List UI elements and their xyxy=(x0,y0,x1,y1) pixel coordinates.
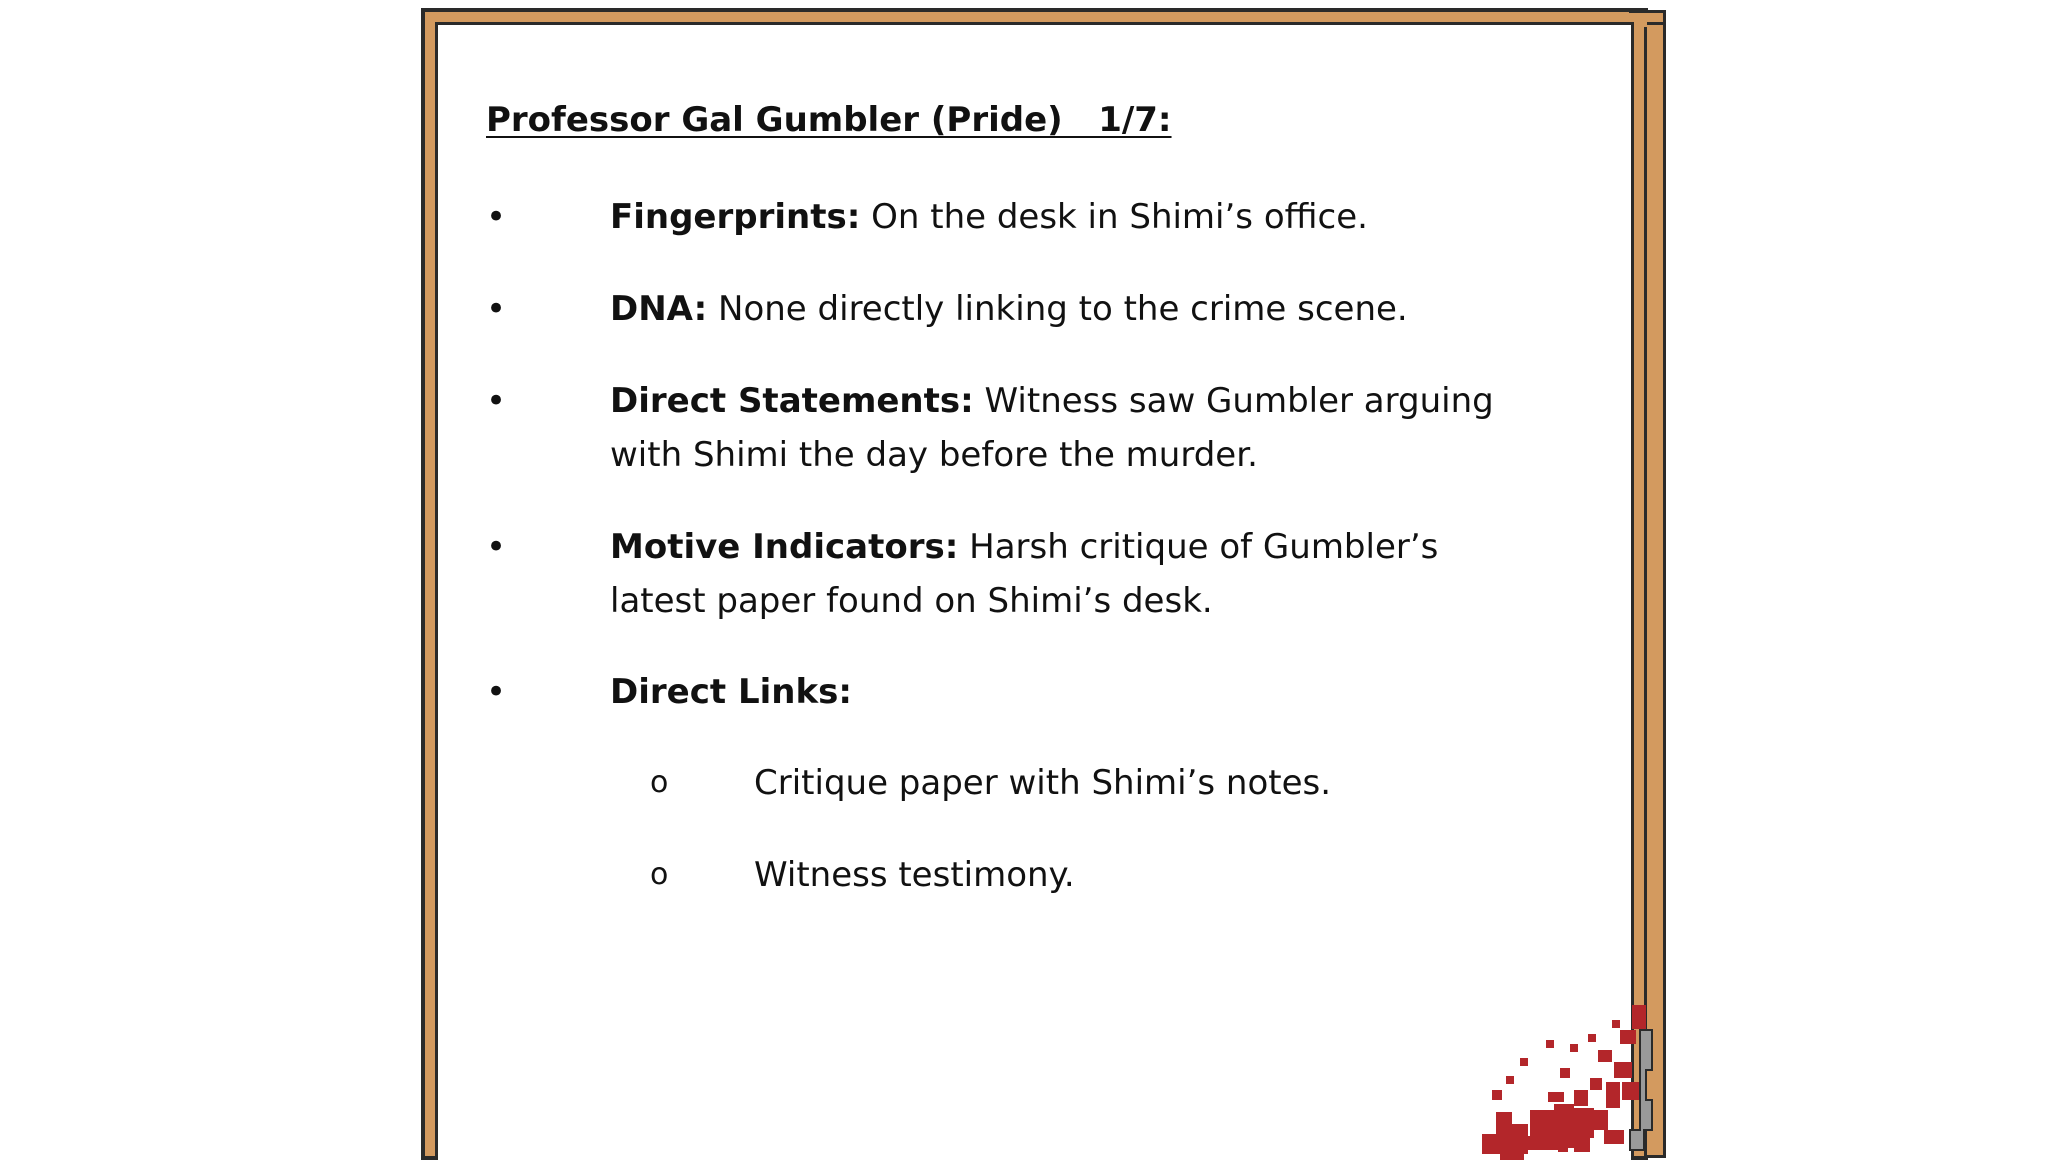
bullet-icon: • xyxy=(486,672,507,712)
blood-splatter xyxy=(1482,1005,1646,1160)
sub-item-text: Critique paper with Shimi’s notes. xyxy=(754,763,1332,803)
item-label: Direct Links: xyxy=(610,672,852,712)
item-text: Witness saw Gumbler arguing with Shimi the day before the murder. xyxy=(610,381,1494,475)
bullet-icon: • xyxy=(486,197,507,237)
item-text: None directly linking to the crime scene. xyxy=(707,289,1408,329)
item-text: On the desk in Shimi’s office. xyxy=(860,197,1368,237)
sub-bullet-icon: o xyxy=(650,857,669,892)
item-label: Fingerprints: xyxy=(610,197,861,237)
item-label: DNA: xyxy=(610,289,708,329)
bullet-icon: • xyxy=(486,527,507,567)
item-text: Harsh critique of Gumbler’s latest paper found on Shimi’s desk. xyxy=(610,527,1439,621)
sub-bullet-icon: o xyxy=(650,765,669,800)
bullet-icon: • xyxy=(486,289,507,329)
item-label: Motive Indicators: xyxy=(610,527,959,567)
sub-item-text: Witness testimony. xyxy=(754,855,1075,895)
item-label: Direct Statements: xyxy=(610,381,974,421)
suspect-title: Professor Gal Gumbler (Pride) 1/7: xyxy=(486,100,1172,140)
bullet-icon: • xyxy=(486,381,507,421)
